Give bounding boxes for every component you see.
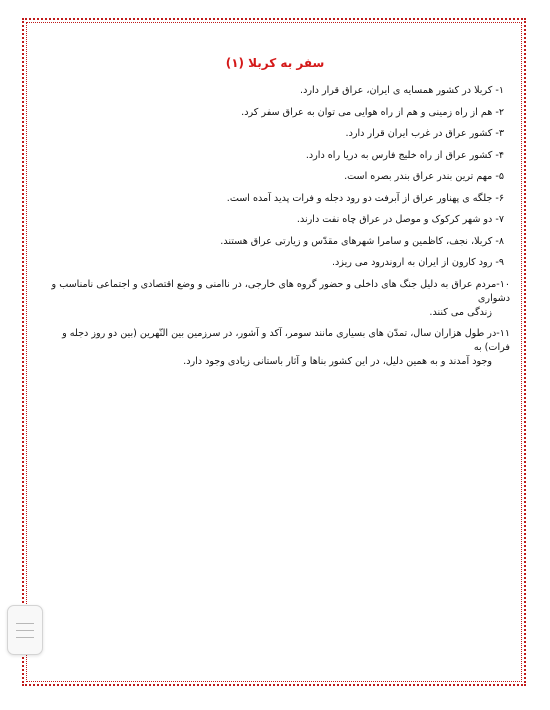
list-item: ۷- دو شهر کرکوک و موصل در عراق چاه نفت دارند. xyxy=(296,214,504,225)
list-item-10-line-2: زندگی می کنند. xyxy=(429,306,492,318)
list-item: ۶- جلگه ی پهناور عراق از آبرفت دو رود دجله و فرات پدید آمده است. xyxy=(226,192,504,204)
list-item-11 xyxy=(36,327,510,369)
list-item-10 xyxy=(36,278,510,320)
list-item-10-line-1: ۱۰-مردم عراق به دلیل جنگ های داخلی و حضور گروه های خارجی، در ناامنی و وضع اقتصادی و اجتماعی نامناسب و دشواری xyxy=(51,278,510,304)
list-item-11-line-2: وجود آمدند و به همین دلیل، در این کشور بناها و آثار باستانی زیادی وجود دارد. xyxy=(183,356,492,367)
list-item-11-line-1: ۱۱-در طول هزاران سال، تمدّن های بسیاری مانند سومر، آکد و آشور، در سرزمین بین النّهرین (بین دو روز دجله و فرات) به xyxy=(62,328,510,353)
list-item: ۱- کربلا در کشور همسایه ی ایران، عراق قرار دارد. xyxy=(300,85,504,96)
document-body xyxy=(36,84,510,377)
list-item: ۸- کربلا، نجف، کاظمین و سامرا شهرهای مقدّس و زیارتی عراق هستند. xyxy=(220,235,504,247)
list-item: ۵- مهم ترین بندر عراق بندر بصره است. xyxy=(344,171,504,182)
list-item: ۳- کشور عراق در غرب ایران قرار دارد. xyxy=(345,128,504,139)
page-title: سفر به کربلا (۱) xyxy=(225,56,325,70)
list-item: ۲- هم از راه زمینی و هم از راه هوایی می توان به عراق سفر کرد. xyxy=(241,106,504,118)
menu-button[interactable] xyxy=(7,605,43,655)
list-item: ۹- رود کارون از ایران به اروندرود می ریزد. xyxy=(331,257,504,268)
list-item: ۴- کشور عراق از راه خلیج فارس به دریا راه دارد. xyxy=(305,149,504,161)
